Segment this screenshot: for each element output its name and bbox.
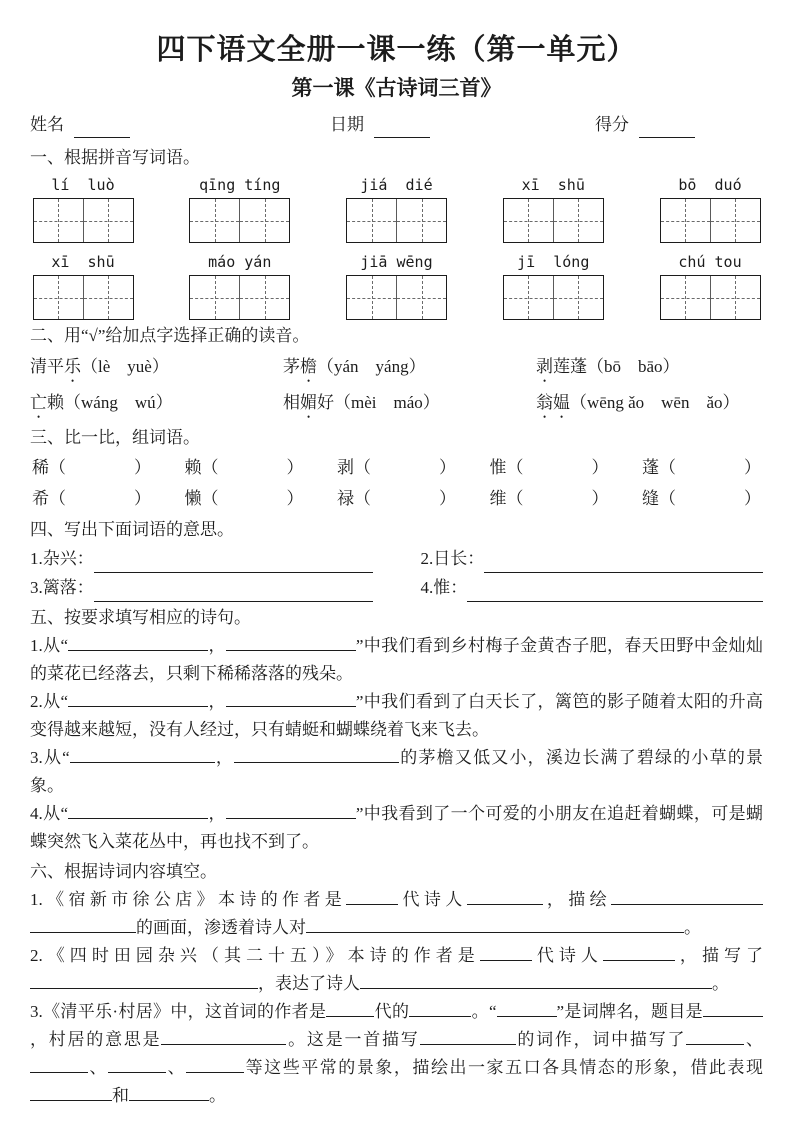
answer-blank	[108, 1057, 166, 1073]
grid-cell	[710, 276, 760, 319]
compare-item: 赖（ ）	[184, 458, 304, 477]
pinyin-options: （mèi máo）	[334, 393, 440, 412]
meaning-label: 4.惟：	[420, 578, 468, 597]
pinyin-item	[503, 174, 603, 243]
pinyin-options: （yán yáng）	[317, 357, 426, 376]
paragraph-text: 3.从“	[30, 748, 70, 767]
date-blank	[374, 117, 430, 138]
content-question-3	[30, 998, 763, 1110]
answer-blank	[94, 550, 373, 573]
pinyin-item	[33, 251, 133, 320]
meaning-item	[30, 544, 373, 573]
paragraph-text: ，村居的意思是	[30, 1030, 162, 1049]
grid-cell	[83, 199, 133, 242]
paragraph-text: 。“	[471, 1002, 497, 1021]
content-question-2	[30, 942, 763, 998]
pronunciation-item	[30, 386, 283, 422]
answer-blank	[467, 579, 763, 602]
paragraph-text: 4.从“	[30, 804, 69, 823]
answer-blank	[484, 550, 763, 573]
pinyin-item	[660, 251, 760, 320]
grid-cell	[553, 276, 603, 319]
paragraph-text: 。	[209, 1086, 226, 1105]
answer-blank	[420, 1029, 516, 1045]
answer-blank	[480, 945, 532, 961]
pinyin-row-1	[33, 174, 760, 243]
word-part: 莲蓬	[553, 357, 587, 376]
score-label: 得分	[595, 115, 629, 134]
dotted-char: 檐	[300, 357, 317, 376]
answer-blank	[30, 1085, 112, 1101]
grid-cell	[83, 276, 133, 319]
name-field	[30, 112, 330, 138]
paragraph-text: ，	[208, 636, 226, 655]
paragraph-text: 的词作，词中描写了	[515, 1030, 687, 1049]
dotted-char: 亡	[30, 393, 47, 412]
paragraph-text: ，	[208, 804, 226, 823]
compare-item: 惟（ ）	[489, 458, 609, 477]
verse-question-3	[30, 744, 763, 800]
score-blank	[639, 117, 695, 138]
compare-row-1	[30, 452, 763, 483]
paragraph-text: 的茅檐又低又小，溪边长满了碧绿的小草的景象。	[30, 748, 764, 795]
word-part: 茅	[283, 357, 300, 376]
compare-item: 剥（ ）	[337, 458, 456, 477]
section2-heading: 二、用“√”给加点字选择正确的读音。	[30, 326, 310, 345]
pinyin-options: （bō bāo）	[587, 357, 680, 376]
answer-blank	[161, 1029, 286, 1045]
meaning-item	[421, 544, 764, 573]
dotted-char: 媚	[300, 393, 317, 412]
section6-heading: 六、根据诗词内容填空。	[30, 862, 217, 881]
answer-blank	[497, 1001, 557, 1017]
grid-cell	[190, 276, 239, 319]
grid-cell	[504, 199, 553, 242]
content-question-1	[30, 886, 763, 942]
answer-blank	[226, 691, 356, 707]
answer-blank	[30, 973, 258, 989]
section4-heading: 四、写出下面词语的意思。	[30, 520, 234, 539]
paragraph-text: ，描绘	[542, 890, 612, 909]
writing-grid	[189, 198, 290, 243]
writing-grid	[346, 198, 447, 243]
paragraph-text: 1.从“	[30, 636, 69, 655]
compare-item: 禄（ ）	[337, 489, 456, 508]
answer-blank	[68, 691, 208, 707]
verse-question-1	[30, 632, 763, 688]
writing-grid	[503, 198, 604, 243]
pinyin-label: máo yán	[208, 253, 272, 271]
dotted-char: 翁媪	[536, 393, 570, 412]
paragraph-text: ，	[208, 692, 226, 711]
answer-blank	[70, 747, 215, 763]
answer-blank	[68, 635, 208, 651]
pronunciation-item	[283, 350, 536, 386]
answer-blank	[226, 803, 356, 819]
pinyin-options: （lè yuè）	[81, 357, 169, 376]
word-part: 赖	[47, 393, 64, 412]
info-row	[30, 112, 763, 138]
word-part: 好	[317, 393, 334, 412]
word-part: 清平	[30, 357, 64, 376]
meaning-label: 3.篱落：	[30, 578, 94, 597]
answer-blank	[234, 747, 399, 763]
paragraph-text: 。	[684, 918, 701, 937]
writing-grid	[33, 275, 134, 320]
paragraph-text: 3.《清平乐·村居》中，这首词的作者是	[30, 1002, 327, 1021]
pinyin-label: lí luò	[51, 176, 115, 194]
answer-blank	[30, 917, 136, 933]
compare-row-2	[30, 483, 763, 514]
pinyin-options: （wēng ǎo wēn ǎo）	[570, 393, 740, 412]
answer-blank	[360, 973, 712, 989]
paragraph-text: 和	[112, 1086, 129, 1105]
writing-grid	[660, 198, 761, 243]
grid-cell	[34, 199, 83, 242]
paragraph-text: 、	[744, 1030, 764, 1049]
word-part: 相	[283, 393, 300, 412]
compare-item: 蓬（ ）	[642, 458, 761, 477]
pinyin-label: bō duó	[678, 176, 742, 194]
pinyin-item	[190, 174, 290, 243]
paragraph-text: 1.《宿新市徐公店》本诗的作者是	[30, 890, 347, 909]
answer-blank	[409, 1001, 471, 1017]
answer-blank	[467, 889, 543, 905]
writing-grid	[33, 198, 134, 243]
date-label: 日期	[330, 115, 364, 134]
paragraph-text: 代的	[374, 1002, 410, 1021]
verse-question-2	[30, 688, 763, 744]
pinyin-options: （wáng wú）	[64, 393, 173, 412]
answer-blank	[186, 1057, 244, 1073]
name-blank	[74, 117, 130, 138]
pinyin-label: chú tou	[678, 253, 742, 271]
pinyin-item	[190, 251, 290, 320]
writing-grid	[189, 275, 290, 320]
pronunciation-item	[283, 386, 536, 422]
paragraph-text: ，描写了	[674, 946, 764, 965]
answer-blank	[603, 945, 675, 961]
paragraph-text: 。这是一首描写	[286, 1030, 420, 1049]
name-label: 姓名	[30, 115, 64, 134]
meanings-grid	[30, 544, 763, 602]
compare-item: 稀（ ）	[32, 458, 151, 477]
answer-blank	[94, 579, 373, 602]
verse-question-4	[30, 800, 763, 856]
grid-cell	[661, 199, 710, 242]
grid-cell	[553, 199, 603, 242]
pinyin-row-2	[33, 251, 760, 320]
pinyin-label: jiā wēng	[360, 253, 433, 271]
paragraph-text: 2.从“	[30, 692, 69, 711]
score-field	[595, 112, 695, 138]
paragraph-text: 等这些平常的景象，描绘出一家五口各具情态的形象，借此表现	[244, 1058, 763, 1077]
grid-cell	[710, 199, 760, 242]
pronunciation-item	[536, 386, 763, 422]
grid-cell	[396, 199, 446, 242]
pinyin-label: jī lóng	[517, 253, 590, 271]
paragraph-text: ”中我看到了一个可爱的小朋友在追赶着蝴蝶，可是蝴蝶突然飞入菜花丛中，再也找不到了。	[30, 804, 764, 851]
answer-blank	[703, 1001, 763, 1017]
writing-grid	[660, 275, 761, 320]
writing-grid	[346, 275, 447, 320]
paragraph-text: ”中我们看到了白天长了，篱笆的影子随着太阳的升高变得越来越短，没有人经过，只有蜻蜓和蝴蝶绕着飞来飞去。	[30, 692, 764, 739]
paragraph-text: 。	[712, 974, 729, 993]
paragraph-text: ”中我们看到乡村梅子金黄杏子肥，春天田野中金灿灿的菜花已经落去，只剩下稀稀落落的残朵。	[30, 636, 764, 683]
answer-blank	[611, 889, 763, 905]
compare-item: 缝（ ）	[642, 489, 761, 508]
meaning-item	[421, 573, 764, 602]
pinyin-label: qīng tíng	[199, 176, 281, 194]
pinyin-item	[503, 251, 603, 320]
pinyin-label: jiá dié	[360, 176, 433, 194]
compare-item: 希（ ）	[32, 489, 151, 508]
compare-item: 维（ ）	[489, 489, 609, 508]
grid-cell	[661, 276, 710, 319]
grid-cell	[347, 276, 396, 319]
pronunciation-item	[30, 350, 283, 386]
compare-item: 懒（ ）	[184, 489, 304, 508]
answer-blank	[129, 1085, 209, 1101]
paragraph-text: 、	[88, 1058, 109, 1077]
pronunciation-item	[536, 350, 763, 386]
dotted-char: 乐	[64, 357, 81, 376]
paragraph-text: ”是词牌名，题目是	[556, 1002, 703, 1021]
pinyin-item	[33, 174, 133, 243]
section3-heading: 三、比一比，组词语。	[30, 428, 200, 447]
grid-cell	[190, 199, 239, 242]
answer-blank	[226, 635, 356, 651]
section5-heading: 五、按要求填写相应的诗句。	[30, 608, 251, 627]
answer-blank	[326, 1001, 374, 1017]
grid-cell	[396, 276, 446, 319]
pinyin-item	[660, 174, 760, 243]
answer-blank	[306, 917, 684, 933]
paragraph-text: 2.《四时田园杂兴（其二十五）》本诗的作者是	[30, 946, 480, 965]
paragraph-text: ，	[214, 748, 235, 767]
paragraph-text: 代诗人	[398, 890, 467, 909]
pronunciation-grid	[30, 350, 763, 422]
meaning-label: 2.日长：	[420, 549, 485, 568]
paragraph-text: 代诗人	[531, 946, 603, 965]
pinyin-label: xī shū	[521, 176, 585, 194]
paragraph-text: 、	[166, 1058, 187, 1077]
grid-cell	[34, 276, 83, 319]
grid-cell	[504, 276, 553, 319]
pinyin-item	[347, 174, 447, 243]
grid-cell	[239, 199, 289, 242]
dotted-char: 剥	[536, 357, 553, 376]
section1-heading: 一、根据拼音写词语。	[30, 148, 200, 167]
answer-blank	[30, 1057, 88, 1073]
answer-blank	[68, 803, 208, 819]
answer-blank	[686, 1029, 744, 1045]
pinyin-label: xī shū	[51, 253, 115, 271]
writing-grid	[503, 275, 604, 320]
grid-cell	[239, 276, 289, 319]
pinyin-item	[347, 251, 447, 320]
meaning-item	[30, 573, 373, 602]
date-field	[330, 112, 595, 138]
answer-blank	[346, 889, 398, 905]
paragraph-text: ，表达了诗人	[258, 974, 360, 993]
meaning-label: 1.杂兴：	[30, 549, 94, 568]
paragraph-text: 的画面，渗透着诗人对	[136, 918, 306, 937]
page-title: 四下语文全册一课一练（第一单元）	[156, 34, 637, 66]
grid-cell	[347, 199, 396, 242]
page-subtitle: 第一课《古诗词三首》	[291, 76, 502, 100]
